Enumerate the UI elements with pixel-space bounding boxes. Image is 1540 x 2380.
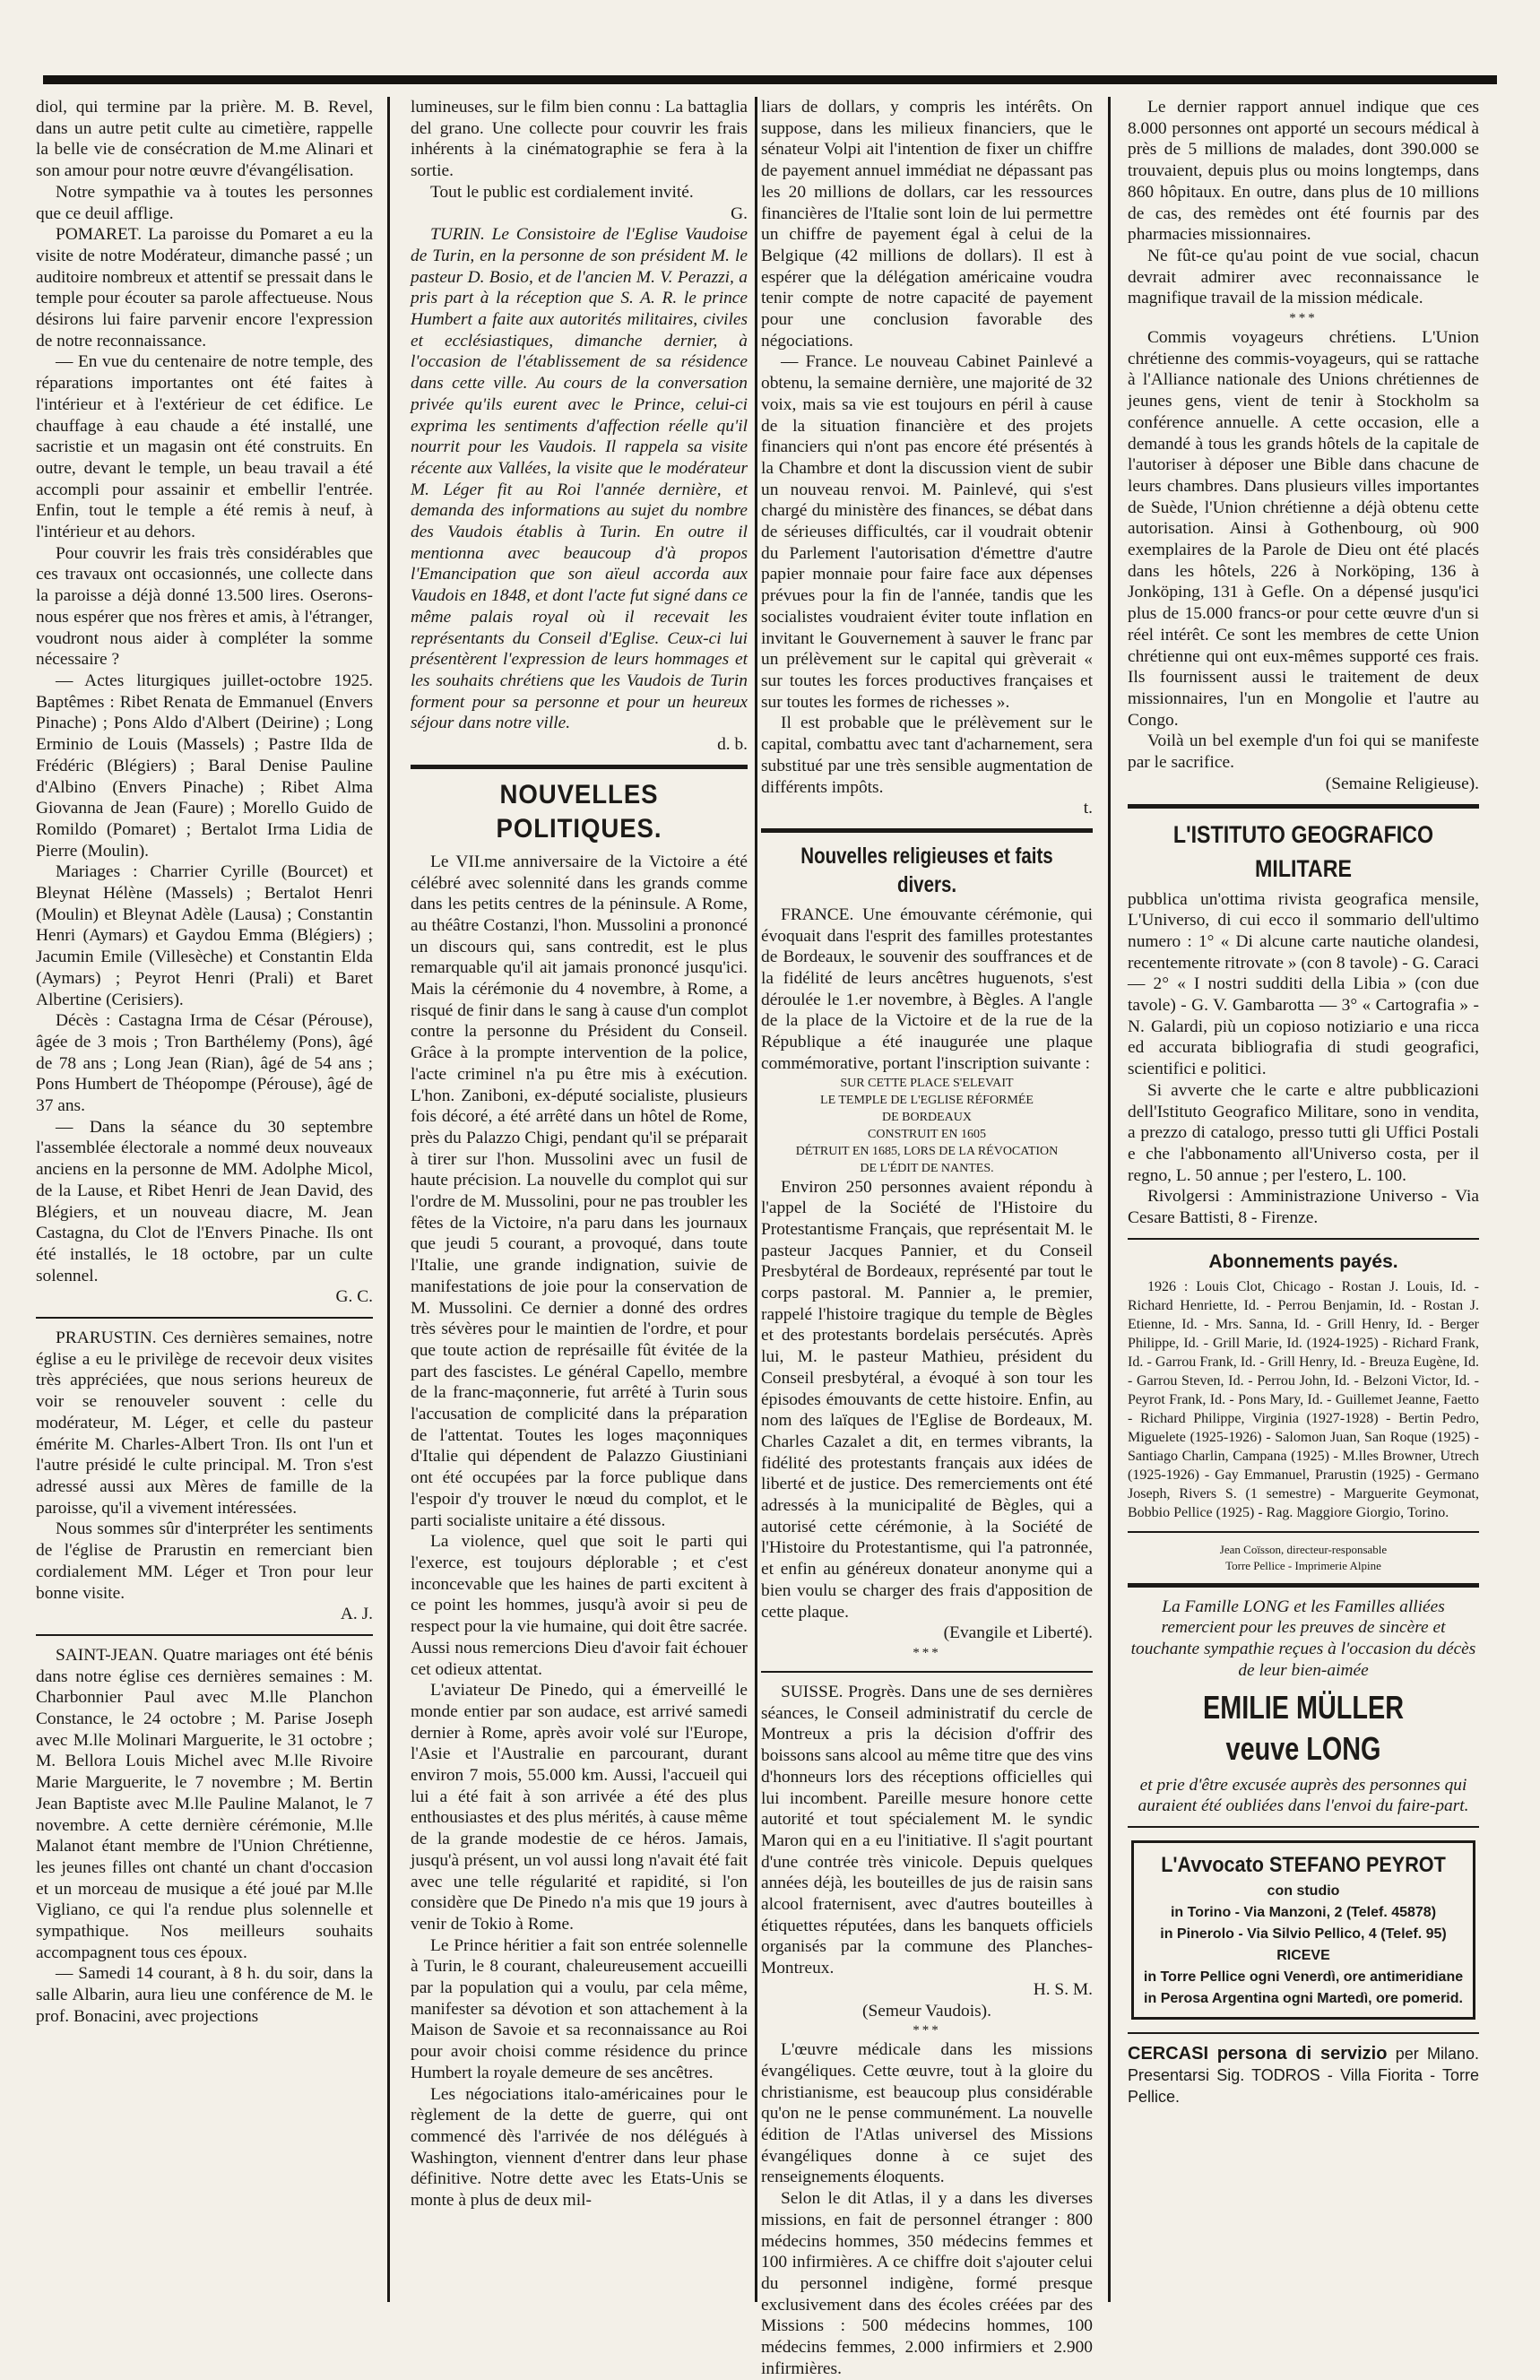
paragraph: Les négociations italo-américaines pour le règlement de la dette de guerre, qui ont commencé dès l'arrivée de nos délégués à Washington, viennent d'entrer dans leur phase définitive. Notre dette avec les Etats-Unis se monte à plus de deux mil-	[411, 2084, 748, 2211]
paragraph: Le dernier rapport annuel indique que ces 8.000 personnes ont apporté un secours médical à près de 5 millions de malades, dont 390.000 se trouvaient, depuis plus ou moins longtemps, dans 860 hôpitaux. En outre, dans plus de 10 millions de cas, des remèdes ont été fournis par des pharmacies missionnaires.	[1128, 98, 1479, 245]
divider	[1128, 1531, 1479, 1533]
column-rule	[1108, 97, 1111, 2302]
ad-paragraph: pubblica un'ottima rivista geografica mensile, L'Universo, di cui ecco il sommario dell'ultimo numero : 1° « Di alcune carte nautiche olandesi, recentemente ritrovate » (con 8 tavole) - G. Caraci — 2° « I nostri sudditi della Libia » (con due tavole) - G. V. Gambarotta — 3° « Cartografia » - N. Galardi, più un copioso notiziario e una ricca ed accurata bibliografia di studi geografici, scientifici e politici.	[1128, 889, 1479, 1079]
divider	[36, 1317, 373, 1319]
paragraph: SUISSE. Progrès. Dans une de ses dernières séances, le Conseil administratif du cercle de Montreux a pris la décision d'offrir des boissons sans alcool au même titre que des vins d'honneurs lors des réceptions officielles qui lui incombent. Pareille mesure honore cette autorité et tout spécialement M. le syndic Maron qui en a eu l'initiative. Il s'agit pourtant d'une contrée très vinicole. Depuis quelques années déjà, les bouteilles de jus de raisin sans alcool fraternisent, avec d'autres bouteilles à étiquettes réputées, dans les banquets officiels organisés par la commune des Planches-Montreux.	[761, 1683, 1093, 1978]
inscription-line: LE TEMPLE DE L'EGLISE RÉFORMÉE	[820, 1093, 1034, 1107]
divider	[1128, 2032, 1479, 2034]
classified-ad-lead: CERCASI persona di servizio	[1128, 2043, 1388, 2064]
paragraph: Nous sommes sûr d'interpréter les sentiments de l'église de Prarustin en remerciant bien cordialement MM. Léger et Tron pour leur bonne visite.	[36, 1519, 373, 1603]
inscription-line: DE BORDEAUX	[882, 1110, 972, 1124]
column-2	[411, 97, 748, 2284]
imprint: Torre Pellice - Imprimerie Alpine	[1225, 1558, 1381, 1572]
ad-line: in Torre Pellice ogni Venerdì, ore antimeridiane	[1143, 1969, 1464, 1985]
paragraph: lumineuses, sur le film bien connu : La battaglia del grano. Une collecte pour couvrir les frais inhérents à la cinématographie se fera à la sortie.	[411, 98, 748, 181]
divider	[1128, 804, 1479, 809]
divider	[1128, 1826, 1479, 1828]
section-heading: NOUVELLES POLITIQUES.	[496, 779, 662, 844]
paragraph: PRARUSTIN. Ces dernières semaines, notre église a eu le privilège de recevoir deux visites très appréciées, que nous serions heureux de voir se renouveler souvent : celle du modérateur, M. Léger, et celle du pasteur émérite M. Charles-Albert Tron. Ils ont l'un et l'autre présidé le culte principal. M. Tron s'est adressé aussi aux Mères de famille de la paroisse, qu'il a vivement intéressées.	[36, 1328, 373, 1518]
thanks-text: La Famille LONG et les Familles alliées remercient pour les preuves de sincère et touchante sympathie reçues à l'occasion du décès de leur bien-aimée	[1130, 1597, 1476, 1680]
column-rule	[387, 97, 390, 2302]
classified-ad	[1128, 2043, 1479, 2107]
paragraph: L'œuvre médicale dans les missions évangéliques. Cette œuvre, tout à la gloire du christianisme, est beaucoup plus considérable qu'on ne le pense communément. La nouvelle édition de l'Atlas universel des Missions évangéliques donne à ce sujet des renseignements éloquents.	[761, 2040, 1093, 2187]
divider	[1128, 1238, 1479, 1240]
paragraph: diol, qui termine par la prière. M. B. Revel, dans un autre petit culte au cimetière, rappelle la belle vie de consécration de M.me Alinari et son amour pour notre œuvre d'évangélisation.	[36, 98, 373, 181]
paragraph: Décès : Castagna Irma de César (Pérouse), âgée de 3 mois ; Tron Barthélemy (Pons), âgé de 78 ans ; Long Jean (Rian), âgé de 54 ans ; Pons Humbert de Théopompe (Pérouse), âgé de 37 ans.	[36, 1011, 373, 1116]
inscription-line: DÉTRUIT EN 1685, LORS DE LA RÉVOCATION	[795, 1144, 1059, 1158]
signature: G. C.	[335, 1287, 373, 1307]
column-4	[1128, 97, 1479, 2284]
signature: A. J.	[340, 1605, 373, 1624]
subscriptions-list: 1926 : Louis Clot, Chicago - Rostan J. Louis, Id. - Richard Henriette, Id. - Perrou Benjamin, Id. - Rostan J. Etienne, Id. - Mrs. Sanna, Id. - Grill Henry, Id. - Berger Philippe, Id. - Grill Marie, Id. (1924-1925) - Richard Frank, Id. - Garrou Frank, Id. - Grill Henry, Id. - Breuza Eugène, Id. - Garrou Steven, Id. - Perrou John, Id. - Belzoni Victor, Id. - Peyrot Frank, Id. - Pons Mary, Id. - Guillemet Jeanne, Faetto - Richard Philippe, Virginia (1927-1928) - Bertin Pedro, Miguelete (1925-1926) - Salomon Juan, San Roque (1925) - Santiago Charlin, Campana (1925) - M.lles Browner, Utrech (1925-1926) - Gay Emmanuel, Prarustin (1925) - Germano Joseph, Rivers S. (1 semestre) - Marguerite Geymonat, Bobbio Pellice (1925) - Rag. Maggiore Giorgio, Torino.	[1128, 1278, 1479, 1520]
paragraph: Il est probable que le prélèvement sur le capital, combattu avec tant d'acharnement, sera substitué par une très sensible augmentation de différents impôts.	[761, 714, 1093, 797]
paragraph: Environ 250 personnes avaient répondu à l'appel de la Société de l'Histoire du Protestantisme Français, que représentait M. le pasteur Jacques Pannier, et du Conseil Presbytéral de Bordeaux, représenté par tout le corps pastoral. M. Pannier a, le premier, rappelé l'histoire tragique du temple de Bègles et des protestants bordelais persécutés. Après lui, M. le pasteur Mathieu, président du Conseil presbytéral, a évoqué à son tour les épisodes émouvants de cette histoire. Enfin, au nom des laïques de l'Eglise de Bordeaux, M. Charles Cazalet a dit, en termes vibrants, la fidélité des protestants français aux idées de liberté et de justice. Des remerciements ont été adressés à la municipalité de Bègles, qui a autorisé cette cérémonie, à la Société de l'Histoire du Protestantisme, qui l'a patronnée, et enfin au généreux donateur anonyme qui a bien voulu se charger des frais d'apposition de cette plaque.	[761, 1177, 1093, 1622]
source: (Semeur Vaudois).	[862, 2001, 991, 2021]
source: (Semaine Religieuse).	[1325, 774, 1479, 793]
ad-line: in Pinerolo - Via Silvio Pellico, 4 (Telef. 95)	[1160, 1926, 1447, 1942]
signature: d. b.	[717, 735, 748, 755]
signature: G.	[731, 203, 748, 223]
paragraph: Voilà un bel exemple d'un foi qui se manifeste par le sacrifice.	[1128, 731, 1479, 773]
inscription-line: CONSTRUIT EN 1605	[868, 1127, 986, 1141]
signature: t.	[1083, 799, 1093, 818]
divider	[36, 1634, 373, 1636]
divider	[1128, 1583, 1479, 1588]
paragraph: — Actes liturgiques juillet-octobre 1925. Baptêmes : Ribet Renata de Emmanuel (Envers Pinache) ; Pons Aldo d'Albert (Deirine) ; Long Erminio de Louis (Massels) ; Pastre Ilda de Frédéric (Blégiers) ; Baral Denise Pauline d'Albino (Envers Pinache) ; Ribet Alma Giovanna de Jean (Faure) ; Morello Guido de Romildo (Pomaret) ; Bertalot Irma Lidia de Pierre (Moulin).	[36, 671, 373, 861]
subscriptions-heading: Abonnements payés.	[1208, 1251, 1398, 1272]
thanks-text: et prie d'être excusée auprès des personnes qui auraient été oubliées dans l'envoi du faire-part.	[1138, 1775, 1469, 1816]
ad-line: in Torino - Via Manzoni, 2 (Telef. 45878)	[1170, 1904, 1437, 1920]
paragraph: Notre sympathie va à toutes les personnes que ce deuil afflige.	[36, 182, 373, 223]
paragraph: Commis voyageurs chrétiens. L'Union chrétienne des commis-voyageurs, qui se rattache à l'Alliance nationale des Unions chrétiennes de jeunes gens, vient de tenir à Stockholm sa conférence annuelle. A cette occasion, elle a demandé à tous les grands hôtels de la capitale de l'autoriser à déposer une Bible dans chacune de leurs chambres. Dans plusieurs villes importantes de Suède, l'Union chrétienne a déjà obtenu cette autorisation. Ainsi à Gothenbourg, où 900 exemplaires de la Parole de Dieu ont été placés dans les hôtels, 226 à Norköping, 136 à Jonköping, 131 à Gefle. On a dépensé jusqu'ici plus de 15.000 francs-or pour cette œuvre d'un si réel intérêt. Ce sont les membres de cette Union chrétienne qui ont eux-mêmes supporté ces frais. Ils fournissent aussi le traitement de deux missionnaires, l'un en Mongolie et l'autre au Congo.	[1128, 328, 1479, 730]
divider	[761, 828, 1093, 833]
signature: H. S. M.	[1033, 1979, 1093, 1999]
paragraph: POMARET. La paroisse du Pomaret a eu la visite de notre Modérateur, dimanche passé ; un auditoire nombreux et attentif se pressait dans le temple pour écouter sa parole affectueuse. Nous désirons lui faire parvenir encore l'expression de notre reconnaissance.	[36, 225, 373, 351]
separator: ***	[913, 1646, 941, 1660]
paragraph: L'aviateur De Pinedo, qui a émerveillé le monde entier par son audace, est arrivé samedi dernier à Rome, après avoir volé sur l'Europe, l'Asie et l'Australie en parcourant, durant environ 7 mois, 55.000 km. Aussi, l'accueil qui lui a été fait à son arrivée a été des plus enthousiastes et des plus mérités, à cause même de la grande modestie de ce héros. Jamais, jusqu'à présent, un vol aussi long n'avait été fait avec une telle régularité et rapidité, si l'on considère que De Pinedo n'a mis que 19 jours à venir de Tokio à Rome.	[411, 1681, 748, 1934]
inscription-line: SUR CETTE PLACE S'ELEVAIT	[840, 1076, 1014, 1090]
imprint: Jean Coïsson, directeur-responsable	[1219, 1542, 1388, 1556]
deceased-name: EMILIE MÜLLER veuve LONG	[1203, 1688, 1404, 1767]
lawyer-ad-box	[1131, 1840, 1475, 2020]
paragraph: SAINT-JEAN. Quatre mariages ont été bénis dans notre église ces dernières semaines : M. Charbonnier Paul avec M.lle Planchon Constance, le 24 octobre ; M. Parise Joseph avec M.lle Molinari Marguerite, le 31 octobre ; M. Bellora Louis Michel avec M.lle Rivoire Marie Marguerite, le 7 novembre ; M. Bertin Jean Baptiste avec M.lle Pauline Malanot, le 7 novembre. A cette dernière cérémonie, M.lle Malanot étant membre de l'Union Chrétienne, les jeunes filles ont chanté un chant d'occasion et un morceau de musique a été joué par M.lle Vigliano, ce qui l'a rendue plus solennelle et sympathique. Nos meilleurs souhaits accompagnent tous ces époux.	[36, 1645, 373, 1962]
paragraph: Mariages : Charrier Cyrille (Bourcet) et Bleynat Hélène (Massels) ; Bertalot Henri (Moulin) et Bleynat Adèle (Lausa) ; Constantin Henri (Aymars) et Gaydou Emma (Blégiers) ; Jacumin Emile (Villesèche) et Constantin Elda (Aymars) ; Peyrot Henri (Prali) et Baret Albertine (Cerisiers).	[36, 862, 373, 1009]
column-3	[761, 97, 1093, 2378]
paragraph: Le VII.me anniversaire de la Victoire a été célébré avec solennité dans les grands comme dans les petits centres de la péninsule. A Rome, au théâtre Costanzi, l'hon. Mussolini a prononcé un discours qui, sans contredit, est le plus remarquable qu'il ait jamais prononcé jusqu'ici. Mais la cérémonie du 4 novembre, à Rome, a risqué de finir dans le sang à cause d'un complot contre la personne du Président du Conseil. Grâce à la prompte intervention de la police, l'acte criminel n'a pu être mis à exécution. L'hon. Zaniboni, ex-député socialiste, plusieurs fois décoré, a été arrêté dans un hôtel de Rome, près du Palazzo Chigi, pendant qu'il se préparait à tirer sur l'hon. Mussolini avec un fusil de haute précision. La nouvelle du complot qui sur l'ordre de M. Mussolini, pour ne pas troubler les fêtes de la Victoire, n'a paru dans les journaux que jeudi 5 courant, a provoqué, dans toute l'Italie, une grande indignation, suivie de manifestations de joie pour la conservation de M. Mussolini. Ce dernier a donné des ordres très sévères pour le maintien de l'ordre, et pour que toute action de représaille fût évitée de la part des fascistes. Le général Capello, membre de la franc-maçonnerie, fut arrêté à Turin sous l'accusation de complicité dans la préparation de l'attentat. Toutes les loges maçonniques d'Italie qui dépendent de Palazzo Giustiniani ont été occupées par la force publique dans l'espoir d'y trouver le nœud du complot, et le parti socialiste unitaire a été dissous.	[411, 852, 748, 1530]
paragraph: — En vue du centenaire de notre temple, des réparations importantes ont été faites à l'intérieur et à l'extérieur de cet édifice. Le chauffage à eau chaude a été installé, une sacristie et un magasin ont été construits. En outre, devant le temple, un beau travail a été accompli pour assainir et embellir l'entrée. Enfin, tout le temple a été remis à neuf, à l'intérieur et au dehors.	[36, 352, 373, 542]
paragraph: — Dans la séance du 30 septembre l'assemblée électorale a nommé deux nouveaux anciens en la personne de MM. Adolphe Micol, de la Lause, et Ribet Henri de Jean David, des Blégiers, et un nouveau diacre, M. Jean Castagna, du Clot de l'Envers Pinache. Ils ont été installés, le 18 octobre, par un culte solennel.	[36, 1117, 373, 1285]
ad-heading: L'ISTITUTO GEOGRAFICO MILITARE	[1172, 820, 1434, 882]
top-rule	[43, 75, 1497, 84]
separator: ***	[913, 2023, 941, 2038]
inscription-line: DE L'ÉDIT DE NANTES.	[860, 1161, 994, 1175]
ad-title: L'Avvocato STEFANO PEYROT	[1161, 1852, 1446, 1877]
paragraph: Ne fût-ce qu'au point de vue social, chacun devrait admirer avec reconnaissance le magnifique travail de la mission médicale.	[1128, 246, 1479, 308]
divider	[761, 1671, 1093, 1673]
paragraph: — France. Le nouveau Cabinet Painlevé a obtenu, la semaine dernière, une majorité de 32 voix, mais sa vie est toujours en péril à cause de la situation financière et des projets financiers qui n'ont pas encore été présentés à la Chambre et dont la discussion vient de subir un nouveau renvoi. M. Painlevé, qui s'est chargé du ministère des finances, se débat dans de sérieuses difficultés, car il voudrait obtenir du Parlement l'autorisation d'émettre d'autre papier monnaie pour faire face aux dépenses prévues pour la fin de l'année, tandis que les socialistes voudraient éviter toute inflation en invitant le Gouvernement à sauver le franc par un prélèvement sur le capital qui grèverait « sur toutes les forces productives françaises et sur toutes les formes de richesses ».	[761, 352, 1093, 712]
paragraph: TURIN. Le Consistoire de l'Eglise Vaudoise de Turin, en la personne de son président M. le pasteur D. Bosio, et de l'ancien M. V. Perazzi, a pris part à la réception que S. A. R. le prince Humbert a faite aux autorités militaires, civiles et ecclésiastiques, dimanche dernier, à l'occasion de l'établissement de sa résidence dans cette ville. Au cours de la conversation privée qu'ils eurent avec le Prince, celui-ci exprima les sentiments d'affection réelle qu'il nourrit pour les Vaudois. Il rappela sa visite récente aux Vallées, la visite que le modérateur M. Léger fit au Roi l'année dernière, et demanda des informations au sujet du nombre des Vaudois établis à Turin. En outre il mentionna avec beaucoup d'à propos l'Emancipation que son aïeul accorda aux Vaudois en 1848, et dont l'acte fut signé dans ce même palais royal où il recevait les représentants du Conseil d'Eglise. Ceux-ci lui présentèrent l'expression de leurs hommages et les souhaits chrétiens que les Vaudois de Turin forment pour sa personne et pour un heureux séjour dans notre ville.	[411, 225, 748, 733]
section-heading: Nouvelles religieuses et faits divers.	[800, 843, 1053, 897]
ad-paragraph: Rivolgersi : Amministrazione Universo - Via Cesare Battisti, 8 - Firenze.	[1128, 1187, 1479, 1228]
paragraph: Pour couvrir les frais très considérables que ces travaux ont occasionnés, une collecte dans la paroisse a déjà donné 13.500 lires. Oserons-nous espérer que nos frères et amis, à l'étranger, voudront nous aider à compléter la somme nécessaire ?	[36, 543, 373, 670]
classified-ad-text: per Milano. Presentarsi Sig. TODROS - Villa Fiorita - Torre Pellice.	[1128, 2044, 1479, 2106]
paragraph: Selon le dit Atlas, il y a dans les diverses missions, en fait de personnel étranger : 800 médecins hommes, 350 médecins femmes et 100 infirmières. A ce chiffre doit s'ajouter celui du personnel indigène, formé presque exclusivement dans des écoles créées par des Missions : 500 médecins hommes, 100 médecins femmes, 2.000 infirmiers et 2.900 infirmières.	[761, 2189, 1093, 2378]
paragraph: Le Prince héritier a fait son entrée solennelle à Turin, le 8 courant, chaleureusement accueilli par la population qui a voulu, par cela même, manifester sa dévotion et son attachement à la Maison de Savoie et sa reconnaissance au Roi pour avoir choisi comme résidence du prince Humbert la royale demeure de ses ancêtres.	[411, 1935, 748, 2082]
paragraph: Tout le public est cordialement invité.	[430, 182, 694, 202]
paragraph: FRANCE. Une émouvante cérémonie, qui évoquait dans l'esprit des familles protestantes de Bordeaux, le souvenir des souffrances et de la fidélité de leurs ancêtres huguenots, s'est déroulée le 1.er novembre, à Bègles. A l'angle de la place de la Victoire et de la rue de la République a été inaugurée une plaque commémorative, portant l'inscription suivante :	[761, 904, 1093, 1073]
ad-paragraph: Si avverte che le carte e altre pubblicazioni dell'Istituto Geografico Militare, sono in vendita, a prezzo di catalogo, presso tutti gli Uffici Postali e che l'abbonamento all'Universo costa, per il regno, L. 50 annue ; per l'estero, L. 100.	[1128, 1080, 1479, 1185]
source: (Evangile et Liberté).	[943, 1623, 1093, 1643]
ad-line: RICEVE	[1276, 1947, 1330, 1963]
column-rule	[755, 97, 757, 2302]
paragraph: La violence, quel que soit le parti qui l'exerce, est toujours déplorable ; et c'est inconcevable que les haines de parti excitent à ce point les hommes, jusqu'à avoir si peu de respect pour la vie humaine, qui doit être sacrée. Aussi nous remercions Dieu d'avoir fait échouer cet odieux attentat.	[411, 1532, 748, 1679]
ad-line: con studio	[1267, 1882, 1340, 1899]
column-1	[36, 97, 373, 2284]
paragraph: — Samedi 14 courant, à 8 h. du soir, dans la salle Albarin, aura lieu une conférence de M. le prof. Bonacini, avec projections	[36, 1964, 373, 2026]
ad-line: in Perosa Argentina ogni Martedì, ore pomerid.	[1144, 1990, 1463, 2006]
divider	[411, 765, 748, 769]
paragraph: liars de dollars, y compris les intérêts. On suppose, dans les milieux financiers, que le sénateur Volpi ait l'intention de fixer un chiffre de payement annuel immédiat ne dépassant pas les 20 millions de dollars, car les ressources financières de l'Italie sont loin de lui permettre un chiffre de payement égal à celui de la Belgique (42 millions de dollars). Il est à espérer que la délégation américaine voudra tenir compte de notre capacité de payement pour une conclusion favorable des négociations.	[761, 98, 1093, 351]
separator: ***	[1289, 311, 1318, 326]
